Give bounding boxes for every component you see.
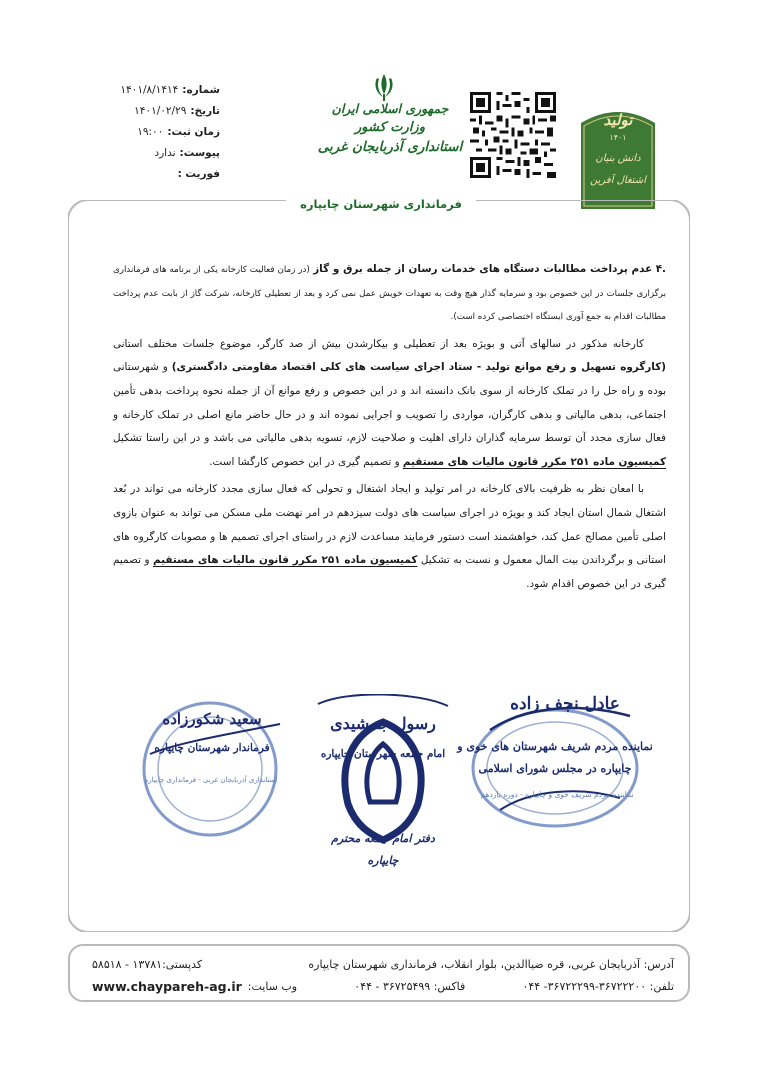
motto-year: ۱۴۰۱	[609, 133, 627, 142]
imam-name: رسول جمشیدی	[330, 714, 436, 733]
p2-text-b: و تصمیم گیری در این خصوص اقدام شود.	[113, 554, 666, 590]
governor-name: سعید شکورزاده	[162, 710, 262, 728]
governor-title: فرماندار شهرستان چایپاره	[154, 742, 270, 754]
imam-title: امام جمعه شهرستان چایپاره	[320, 748, 446, 760]
letter-attachment-row	[70, 143, 220, 164]
mp-title-line1: نماینده مردم شریف شهرستان های خوی و	[457, 740, 653, 753]
p2-bold-commission: کمیسیون ماده ۲۵۱ مکرر قانون مالیات های مستقیم	[152, 554, 418, 567]
ministry-header	[300, 100, 480, 157]
footer-address: آدرس: آذربایجان غربی، قره ضیاالدین، بلوار انقلاب، فرمانداری شهرستان چایپاره	[308, 958, 674, 971]
letter-number-label: شماره:	[182, 84, 220, 96]
footer-website-link[interactable]: www.chaypareh-ag.ir	[92, 979, 242, 994]
footer-phone: تلفن: ۳۶۷۲۲۲۰۰-۳۶۷۲۲۲۹۹- ۰۴۴	[522, 980, 674, 993]
motto-title: تولید	[603, 111, 633, 129]
qr-code-icon	[470, 92, 556, 178]
governor-stamp-text: استانداری آذربایجان غربی - فرمانداری چایپاره	[144, 776, 278, 784]
item-4	[113, 258, 666, 329]
letter-attachment-label: پیوست:	[179, 147, 220, 159]
letter-time-value: ۱۹:۰۰	[137, 126, 164, 138]
iran-emblem-icon	[372, 72, 396, 102]
header-province: استانداری آذربایجان غربی	[317, 139, 463, 155]
header-ministry: وزارت کشور	[355, 120, 425, 135]
imam-stamp-line2: چایپاره	[367, 854, 399, 867]
p1-text-c: و تصمیم گیری در این خصوص کارگشا است.	[209, 455, 400, 468]
letter-number-value: ۱۴۰۱/۸/۱۴۱۴	[120, 84, 179, 96]
year-motto-badge	[577, 97, 659, 215]
paragraph-1	[113, 333, 666, 475]
letter-meta	[70, 80, 220, 185]
office-title: فرمانداری شهرستان چایپاره	[286, 196, 476, 212]
footer-website-label: وب سایت:	[247, 980, 298, 993]
mp-stamp-text: نماینده مردم شریف خوی و چایپاره - دوره یازدهم	[480, 790, 634, 799]
letter-number-row	[70, 80, 220, 101]
item-number: .۴	[655, 263, 666, 275]
footer-fax: فاکس: ۳۶۷۲۵۴۹۹ - ۰۴۴	[354, 980, 466, 993]
letter-date-value: ۱۴۰۱/۰۲/۲۹	[134, 105, 187, 117]
letter-body	[113, 258, 666, 600]
letter-urgency-label: فوریت :	[177, 168, 220, 180]
footer-postal-code: کدپستی:۱۳۷۸۱ - ۵۸۵۱۸	[92, 958, 203, 971]
header-republic: جمهوری اسلامی ایران	[331, 101, 449, 116]
letter-date-row	[70, 101, 220, 122]
letter-time-label: زمان ثبت:	[167, 126, 220, 138]
p1-bold-working-group: (کارگروه تسهیل و رفع موانع تولید - ستاد اجرای سیاست های کلی اقتصاد مقاومتی دادگستری)	[171, 361, 666, 374]
mp-title-line2: چایپاره در مجلس شورای اسلامی	[478, 762, 632, 775]
motto-line1: دانش بنیان	[595, 153, 641, 164]
footer-contact	[92, 954, 674, 998]
letter-attachment-value: ندارد	[154, 147, 176, 159]
p1-text-b: و شهرستانی بوده و راه حل را در تملک کارخانه از سوی بانک دانسته اند و در این خصوص و رفع موانع آن از جمله نحوه پرداخت بدهی تأمین اجتماعی، بدهی مالیاتی و بدهی کارگران، مواردی را تصویب و اجرایی نموده اند و در حال حاضر مانع اصلی در تملک کارخانه و فعال سازی مجدد آن توسط سرمایه گذاران دارای اهلیت و صلاحیت لازم، تسویه بدهی مالیاتی می باشد و در این راستا تشکیل	[113, 361, 666, 445]
letter-urgency-row	[70, 164, 220, 185]
item-note: (در زمان فعالیت کارخانه یکی از برنامه های فرمانداری برگزاری جلسات در این خصوص بود و سرمایه گذار هیچ وقت به تعهدات خویش عمل نمی کرد و بعد از تعطیلی کارخانه، شرکت گاز از بابت عدم پرداخت مطالبات اقدام به جمع آوری ایستگاه اختصاصی کرده است).	[113, 265, 666, 323]
item-title: عدم پرداخت مطالبات دستگاه های خدمات رسان از جمله برق و گاز	[313, 263, 653, 275]
imam-stamp-line1: دفتر امام جمعه محترم	[331, 832, 435, 845]
signatures-area	[122, 672, 662, 892]
footer-row-address	[92, 954, 674, 976]
motto-line2: اشتغال آفرین	[590, 175, 646, 186]
mp-name: عادل نجف زاده	[510, 694, 620, 714]
paragraph-2	[113, 478, 666, 596]
letter-date-label: تاریخ:	[190, 105, 220, 117]
footer-row-phone	[92, 976, 674, 998]
p2-text-a: با امعان نظر به ظرفیت بالای کارخانه در امر تولید و ایجاد اشتغال و تحولی که فعال سازی مجدد کارخانه می تواند در بُعد اشتغال شمال استان ایجاد کند و بویژه در اجرای سیاست های دولت سیزدهم در امر نهضت ملی مسکن می تواند به عنوان بازوی اصلی تأمین مصالح عمل کند، خواهشمند است دستور فرمایند مساعدت لازم در راستای اجرای تصمیم ها و مصوبات کارگروه های استانی و برگرداندن بیت المال معمول و نسبت به تشکیل	[113, 483, 666, 567]
p1-text-a: کارخانه مذکور در سالهای آتی و بویژه بعد از تعطیلی و بیکارشدن بیش از صد کارگر، موضوع جلسات مختلف استانی	[113, 337, 644, 350]
letter-time-row	[70, 122, 220, 143]
p1-bold-commission: کمیسیون ماده ۲۵۱ مکرر قانون مالیات های مستقیم	[402, 455, 666, 468]
